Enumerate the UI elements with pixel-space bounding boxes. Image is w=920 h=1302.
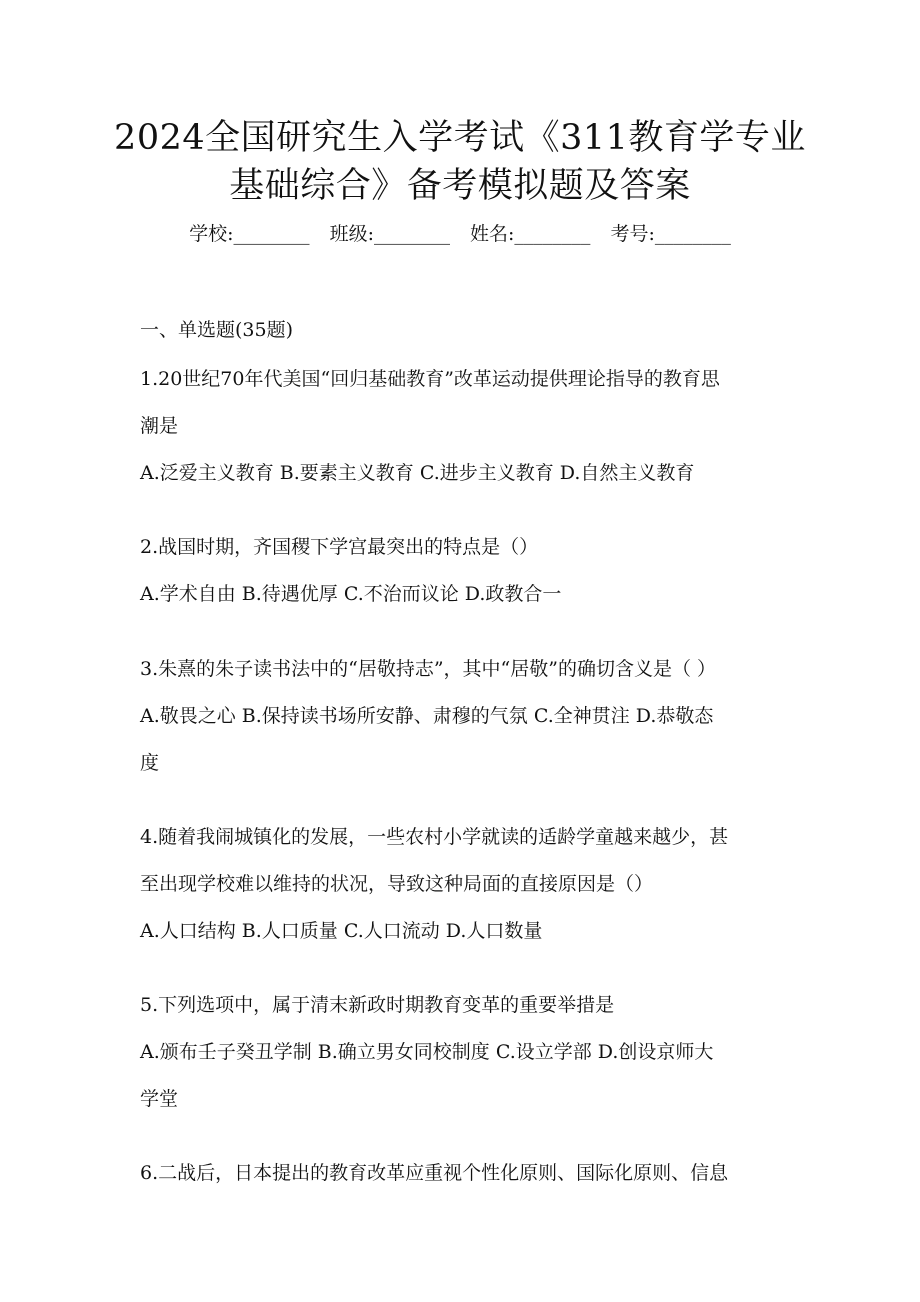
question-4-options: A.人口结构 B.人口质量 C.人口流动 D.人口数量 [140, 920, 543, 942]
question-3-stem: 3.朱熹的朱子读书法中的“居敬持志”，其中“居敬”的确切含义是（ ） [140, 658, 717, 680]
question-5-options-line-2: 学堂 [140, 1088, 179, 1110]
question-6-stem: 6.二战后，日本提出的教育改革应重视个性化原则、国际化原则、信息 [140, 1162, 729, 1184]
question-3-options-line-2: 度 [140, 752, 160, 774]
name-field: 姓名:________ [470, 223, 591, 245]
student-info-line [0, 220, 920, 248]
question-2-stem: 2.战国时期，齐国稷下学宫最突出的特点是（） [140, 536, 539, 558]
school-field: 学校:________ [189, 223, 310, 245]
question-4-stem-line-2: 至出现学校难以维持的状况，导致这种局面的直接原因是（） [140, 873, 654, 895]
question-1-options: A.泛爱主义教育 B.要素主义教育 C.进步主义教育 D.自然主义教育 [140, 462, 695, 484]
question-5-options-line-1: A.颁布壬子癸丑学制 B.确立男女同校制度 C.设立学部 D.创设京师大 [140, 1041, 714, 1063]
section-heading: 一、单选题(35题) [140, 319, 294, 341]
question-4-stem-line-1: 4.随着我闹城镇化的发展，一些农村小学就读的适龄学童越来越少，甚 [140, 826, 729, 848]
question-1-stem-line-1: 1.20世纪70年代美国“回归基础教育”改革运动提供理论指导的教育思 [140, 368, 720, 390]
question-2-options: A.学术自由 B.待遇优厚 C.不治而议论 D.政教合一 [140, 583, 562, 605]
document-title-line-2: 基础综合》备考模拟题及答案 [229, 166, 691, 206]
question-1-stem-line-2: 潮是 [140, 415, 179, 437]
question-5-stem: 5.下列选项中，属于清末新政时期教育变革的重要举措是 [140, 994, 615, 1016]
question-3-options-line-1: A.敬畏之心 B.保持读书场所安静、肃穆的气氛 C.全神贯注 D.恭敬态 [140, 705, 714, 727]
class-field: 班级:________ [329, 223, 450, 245]
document-title-line-1: 2024全国研究生入学考试《311教育学专业 [114, 118, 806, 158]
exam-number-field: 考号:________ [610, 223, 731, 245]
